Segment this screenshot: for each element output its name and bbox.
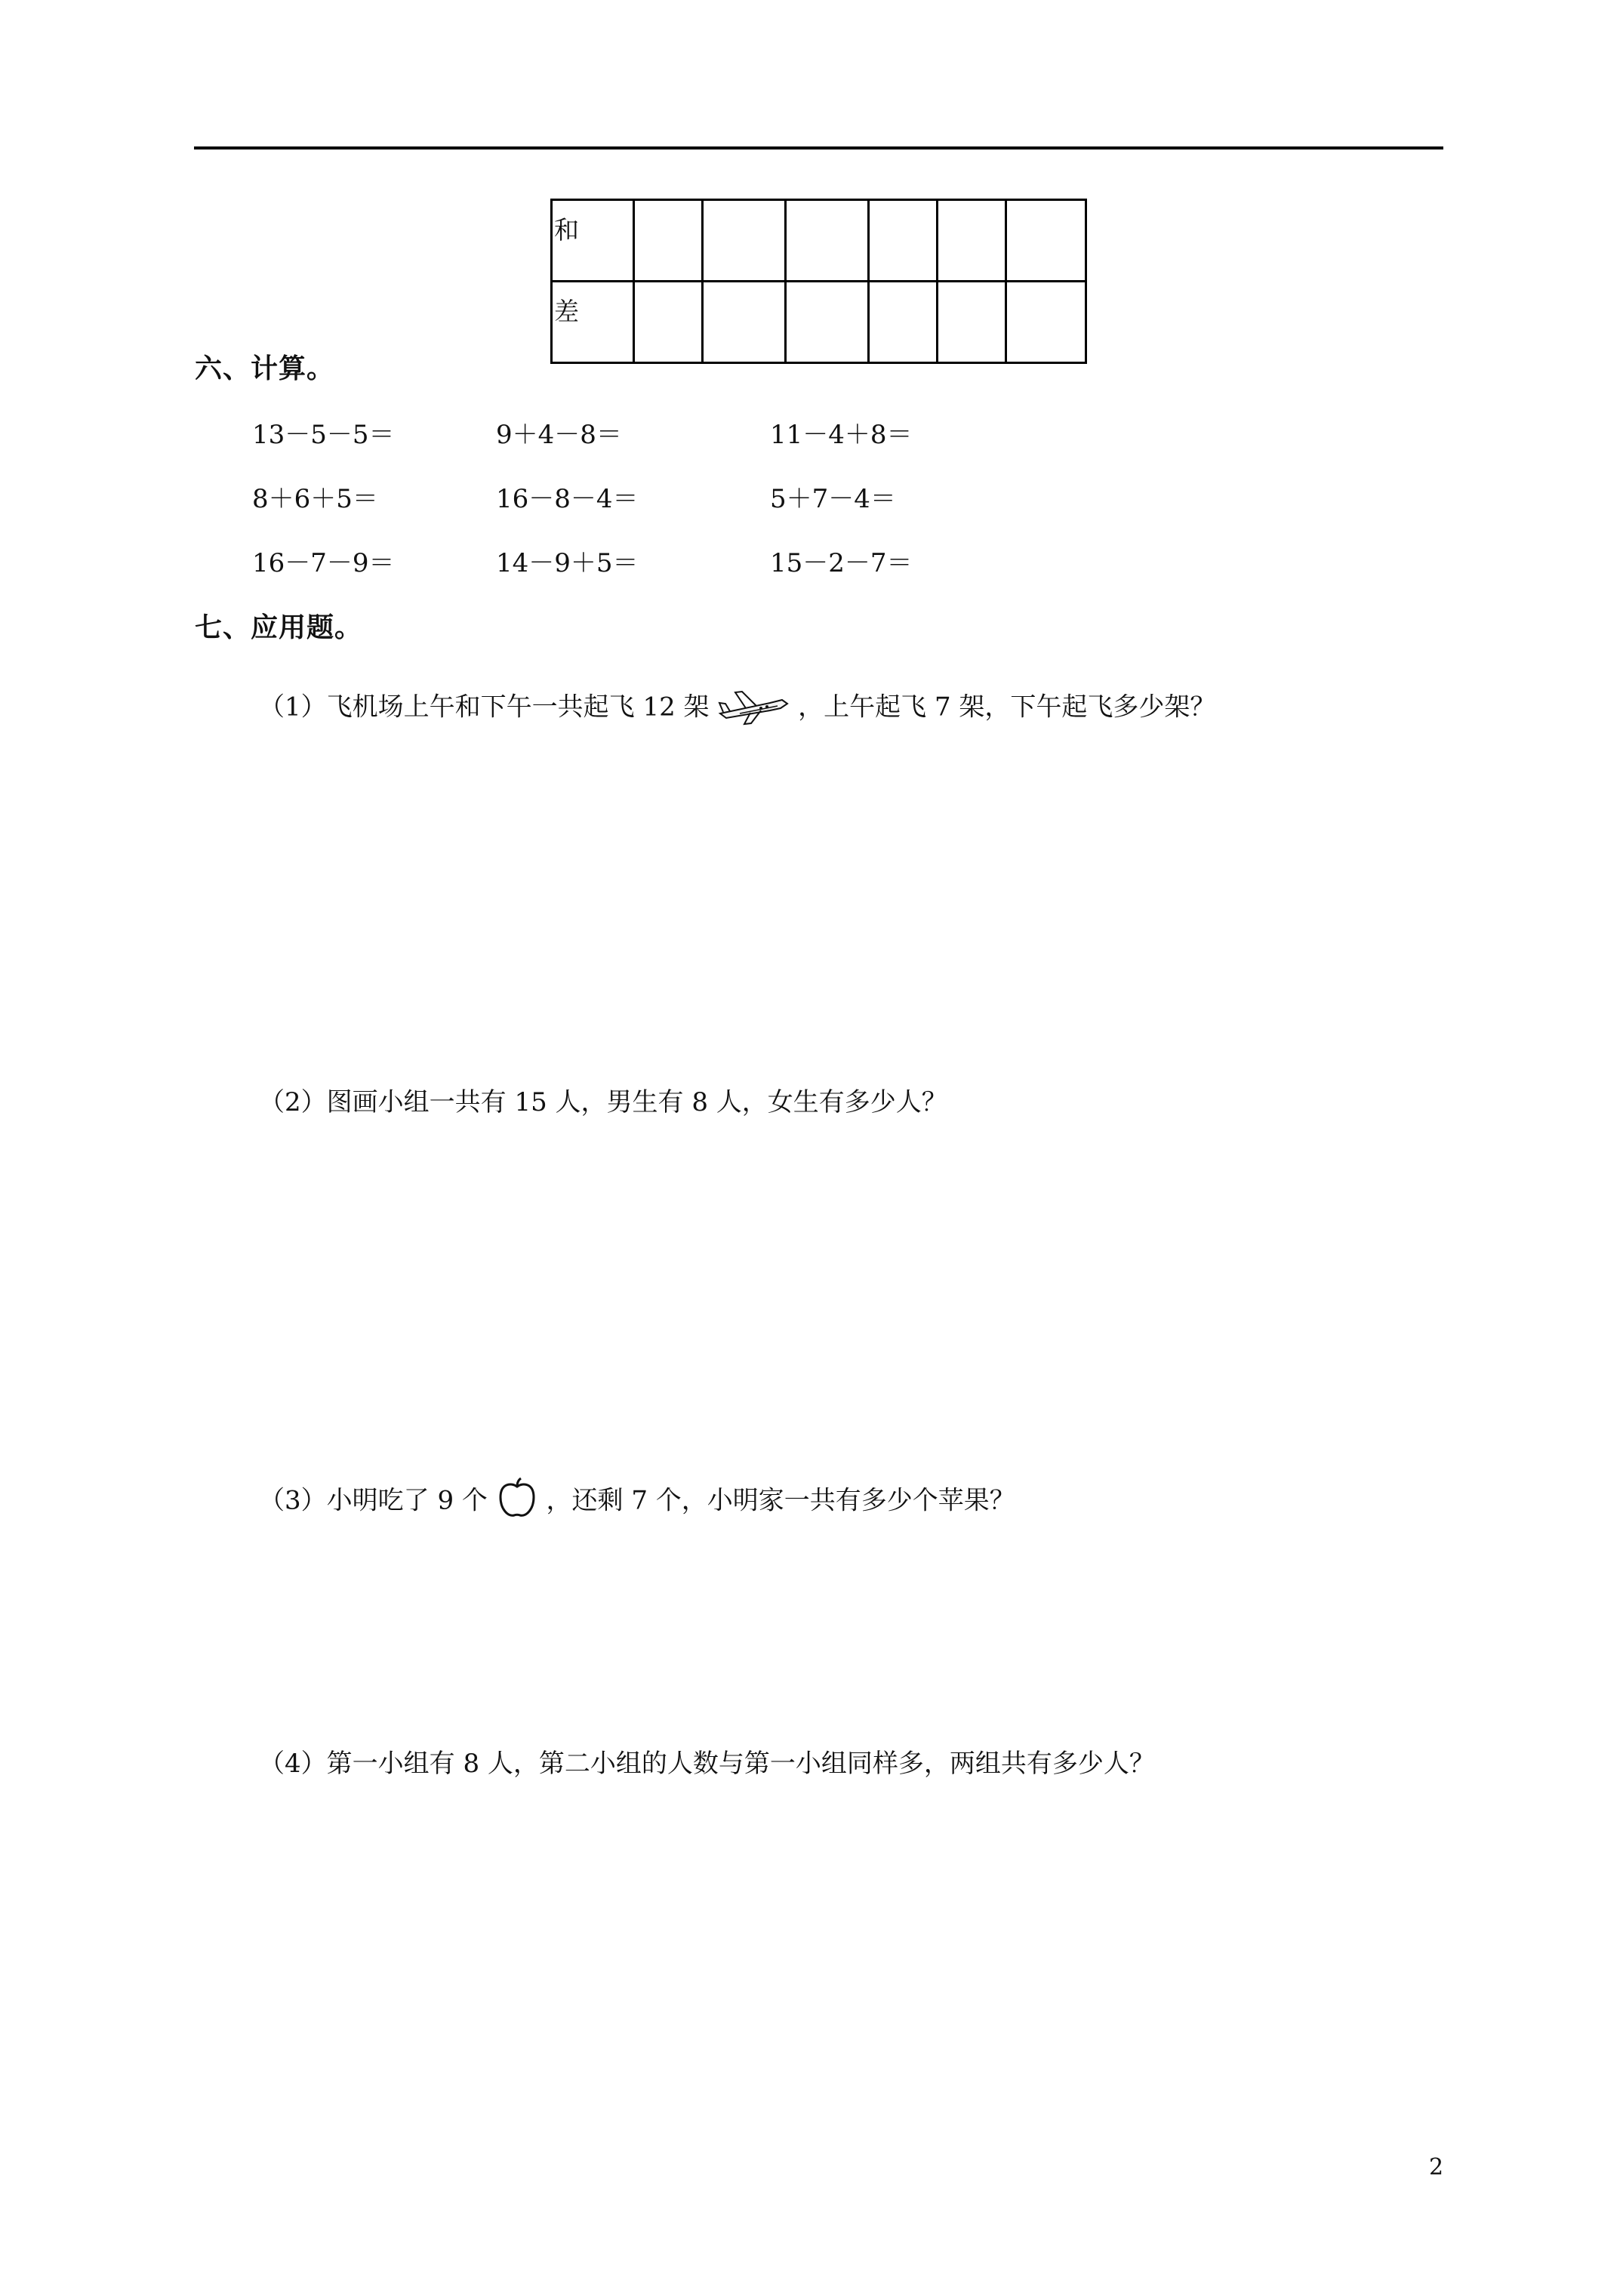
calc-problem: 9＋4－8＝ xyxy=(496,420,622,450)
table-cell xyxy=(786,200,869,282)
table-cell xyxy=(634,200,703,282)
question-3 xyxy=(259,1476,1015,1528)
question-1-text-start: （1）飞机场上午和下午一共起飞 12 架 xyxy=(259,692,710,723)
calc-problem: 5＋7－4＝ xyxy=(770,484,896,514)
table-cell xyxy=(938,282,1006,363)
calc-problem: 16－8－4＝ xyxy=(496,484,639,514)
airplane-icon xyxy=(717,683,790,734)
apple-icon xyxy=(496,1476,538,1528)
calc-problem: 13－5－5＝ xyxy=(252,420,395,450)
table-row-sum xyxy=(552,200,1086,282)
table-cell xyxy=(703,282,786,363)
question-1 xyxy=(259,683,1215,734)
section-7-heading: 七、应用题。 xyxy=(195,612,363,643)
table-cell xyxy=(869,200,938,282)
calc-problem: 8＋6＋5＝ xyxy=(252,484,378,514)
question-2: （2）图画小组一共有 15 人，男生有 8 人，女生有多少人？ xyxy=(259,1087,947,1117)
section-6-heading: 六、计算。 xyxy=(195,353,335,384)
table-cell xyxy=(1006,200,1086,282)
calc-problem: 15－2－7＝ xyxy=(770,548,913,578)
page-number: 2 xyxy=(1429,2154,1444,2180)
table-cell xyxy=(1006,282,1086,363)
table-cell xyxy=(634,282,703,363)
row-label-sum: 和 xyxy=(552,200,634,282)
header-rule xyxy=(194,146,1443,149)
table-cell xyxy=(703,200,786,282)
row-label-difference: 差 xyxy=(552,282,634,363)
question-4: （4）第一小组有 8 人，第二小组的人数与第一小组同样多，两组共有多少人？ xyxy=(259,1749,1155,1779)
question-3-text-end: ，还剩 7 个，小明家一共有多少个苹果？ xyxy=(546,1485,1015,1516)
question-3-text-start: （3）小明吃了 9 个 xyxy=(259,1485,488,1516)
table-cell xyxy=(938,200,1006,282)
calc-problem: 16－7－9＝ xyxy=(252,548,395,578)
sum-difference-table xyxy=(550,199,1087,364)
calc-problem: 11－4＋8＝ xyxy=(770,420,913,450)
question-1-text-end: ，上午起飞 7 架，下午起飞多少架？ xyxy=(798,692,1216,723)
table-cell xyxy=(786,282,869,363)
table-row-difference xyxy=(552,282,1086,363)
calc-problem: 14－9＋5＝ xyxy=(496,548,639,578)
table-cell xyxy=(869,282,938,363)
